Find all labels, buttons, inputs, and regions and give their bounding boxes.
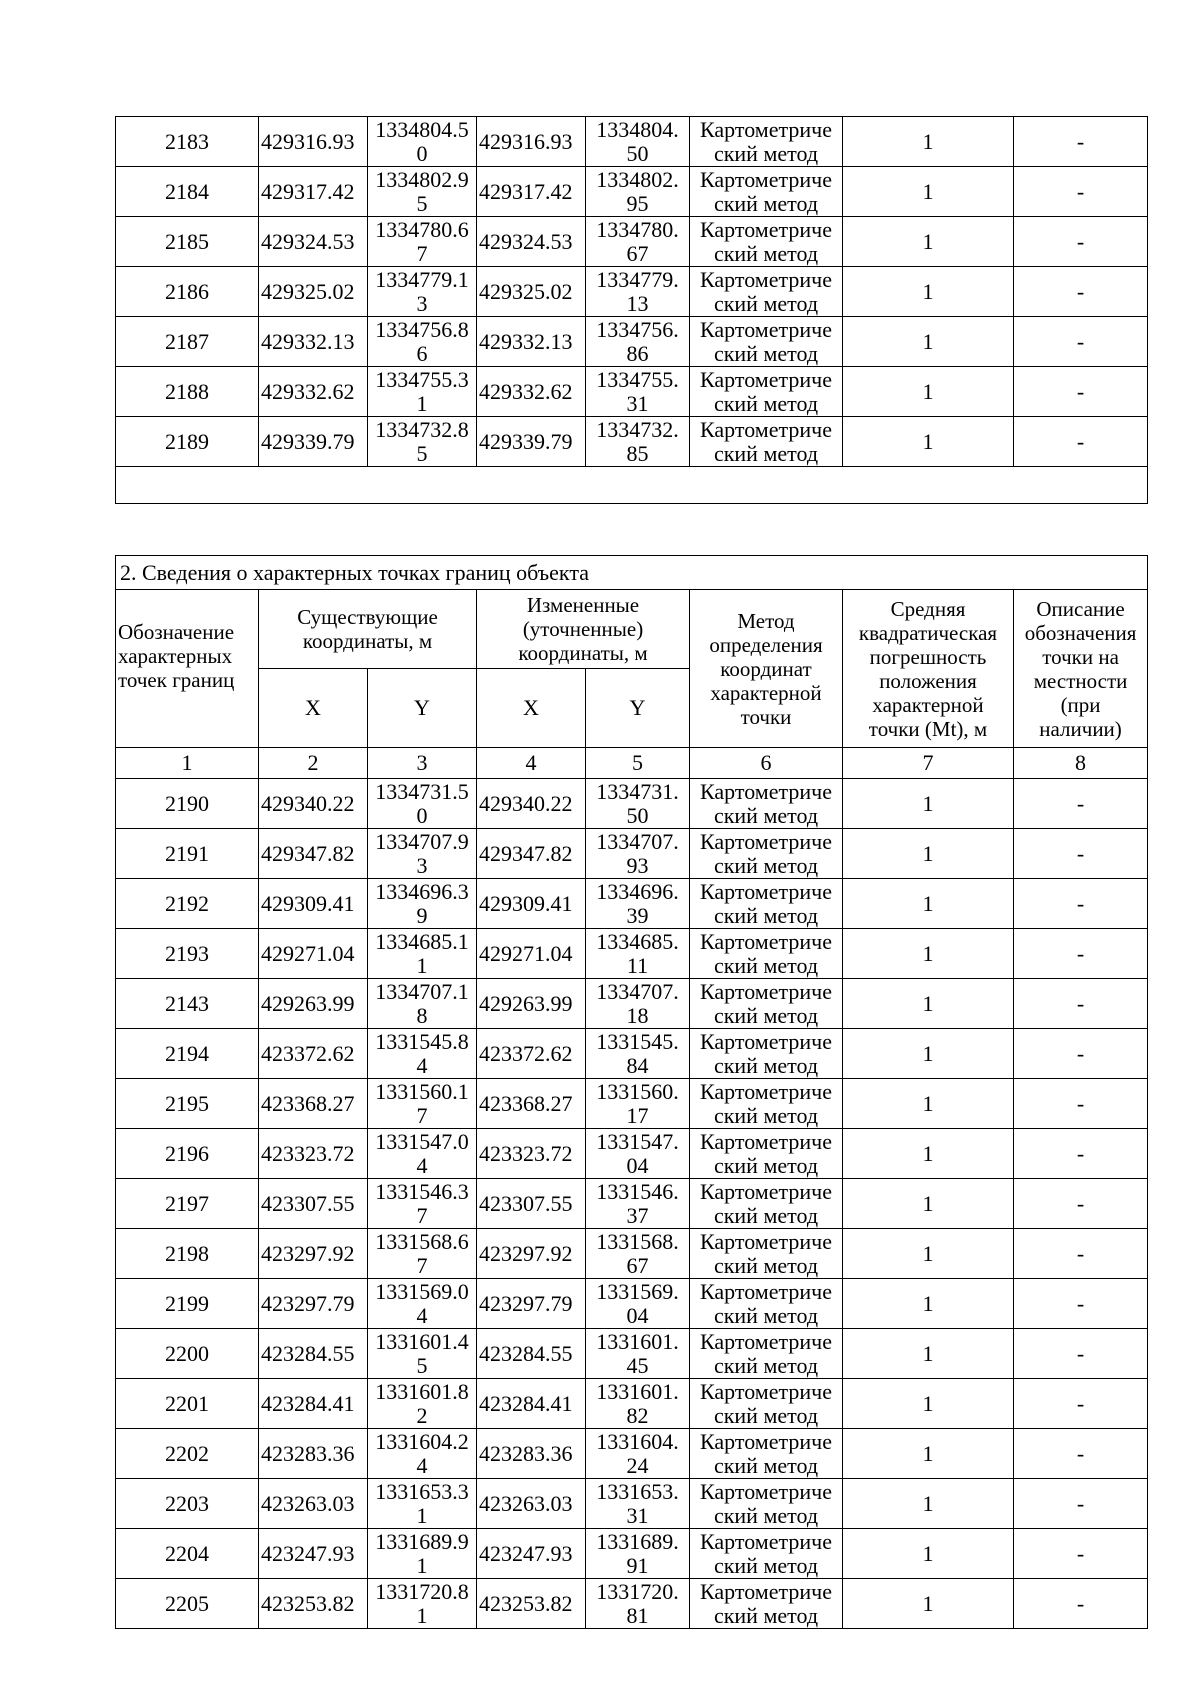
- description-cell: -: [1014, 117, 1148, 167]
- point-id-cell: 2183: [116, 117, 259, 167]
- point-id-cell: 2184: [116, 167, 259, 217]
- point-id-cell: 2199: [116, 1279, 259, 1329]
- y-existing-cell: 1334685.1 1: [368, 929, 477, 979]
- method-cell: Картометриче ский метод: [690, 1079, 843, 1129]
- point-id-cell: 2198: [116, 1229, 259, 1279]
- table-row: [116, 1379, 1148, 1429]
- table-title: 2. Сведения о характерных точках границ объекта: [116, 556, 1148, 590]
- x-changed-cell: 423284.41: [477, 1379, 586, 1429]
- point-id-cell: 2202: [116, 1429, 259, 1479]
- table-row: [116, 1229, 1148, 1279]
- x-existing-cell: 429339.79: [259, 417, 368, 467]
- method-cell: Картометриче ский метод: [690, 267, 843, 317]
- description-cell: -: [1014, 1379, 1148, 1429]
- x-changed-cell: 429271.04: [477, 929, 586, 979]
- y-existing-cell: 1331547.0 4: [368, 1129, 477, 1179]
- header-designation: Обозначение характерных точек границ: [116, 590, 259, 748]
- y-existing-cell: 1334755.3 1: [368, 367, 477, 417]
- point-id-cell: 2196: [116, 1129, 259, 1179]
- table-row: [116, 879, 1148, 929]
- column-numbers-row: [116, 748, 1148, 779]
- y-existing-cell: 1331653.3 1: [368, 1479, 477, 1529]
- y-changed-cell: 1334802. 95: [586, 167, 690, 217]
- x-changed-cell: 423368.27: [477, 1079, 586, 1129]
- error-cell: 1: [843, 1129, 1014, 1179]
- error-cell: 1: [843, 267, 1014, 317]
- y-changed-cell: 1334696. 39: [586, 879, 690, 929]
- y-changed-cell: 1331601. 45: [586, 1329, 690, 1379]
- header-description: Описание обозначения точки на местности (при наличии): [1014, 590, 1148, 748]
- point-id-cell: 2195: [116, 1079, 259, 1129]
- point-id-cell: 2187: [116, 317, 259, 367]
- header-changed-coordinates: Измененные (уточненные) координаты, м: [477, 590, 690, 669]
- method-cell: Картометриче ский метод: [690, 1279, 843, 1329]
- method-cell: Картометриче ский метод: [690, 1379, 843, 1429]
- table-row: [116, 1579, 1148, 1629]
- method-cell: Картометриче ский метод: [690, 979, 843, 1029]
- x-existing-cell: 429263.99: [259, 979, 368, 1029]
- x-existing-cell: 423368.27: [259, 1079, 368, 1129]
- table-row: [116, 1079, 1148, 1129]
- description-cell: -: [1014, 317, 1148, 367]
- error-cell: 1: [843, 879, 1014, 929]
- method-cell: Картометриче ский метод: [690, 1579, 843, 1629]
- y-changed-cell: 1331545. 84: [586, 1029, 690, 1079]
- description-cell: -: [1014, 1479, 1148, 1529]
- x-existing-cell: 429316.93: [259, 117, 368, 167]
- column-number: 5: [586, 748, 690, 779]
- y-changed-cell: 1334685. 11: [586, 929, 690, 979]
- error-cell: 1: [843, 1179, 1014, 1229]
- x-changed-cell: 423297.79: [477, 1279, 586, 1329]
- error-cell: 1: [843, 1029, 1014, 1079]
- point-id-cell: 2201: [116, 1379, 259, 1429]
- description-cell: -: [1014, 1079, 1148, 1129]
- y-existing-cell: 1334779.1 3: [368, 267, 477, 317]
- description-cell: -: [1014, 829, 1148, 879]
- point-id-cell: 2191: [116, 829, 259, 879]
- method-cell: Картометриче ский метод: [690, 1229, 843, 1279]
- method-cell: Картометриче ский метод: [690, 167, 843, 217]
- header-mean-square-error: Средняя квадратическая погрешность положения характерной точки (Mt), м: [843, 590, 1014, 748]
- x-changed-cell: 429339.79: [477, 417, 586, 467]
- error-cell: 1: [843, 929, 1014, 979]
- method-cell: Картометриче ский метод: [690, 417, 843, 467]
- point-id-cell: 2192: [116, 879, 259, 929]
- method-cell: Картометриче ский метод: [690, 879, 843, 929]
- y-existing-cell: 1334696.3 9: [368, 879, 477, 929]
- x-changed-cell: 423323.72: [477, 1129, 586, 1179]
- method-cell: Картометриче ский метод: [690, 1479, 843, 1529]
- y-existing-cell: 1334756.8 6: [368, 317, 477, 367]
- point-id-cell: 2194: [116, 1029, 259, 1079]
- method-cell: Картометриче ский метод: [690, 779, 843, 829]
- error-cell: 1: [843, 1429, 1014, 1479]
- y-changed-cell: 1334731. 50: [586, 779, 690, 829]
- x-changed-cell: 423284.55: [477, 1329, 586, 1379]
- x-existing-cell: 423323.72: [259, 1129, 368, 1179]
- description-cell: -: [1014, 1429, 1148, 1479]
- error-cell: 1: [843, 1229, 1014, 1279]
- empty-cell: [116, 467, 1148, 504]
- x-changed-cell: 423253.82: [477, 1579, 586, 1629]
- table-row: [116, 267, 1148, 317]
- table-row: [116, 1529, 1148, 1579]
- column-number: 2: [259, 748, 368, 779]
- x-existing-cell: 423247.93: [259, 1529, 368, 1579]
- method-cell: Картометриче ский метод: [690, 1129, 843, 1179]
- point-id-cell: 2197: [116, 1179, 259, 1229]
- description-cell: -: [1014, 1029, 1148, 1079]
- table-body: [116, 117, 1148, 504]
- y-changed-cell: 1331689. 91: [586, 1529, 690, 1579]
- x-changed-cell: 423372.62: [477, 1029, 586, 1079]
- table-row: [116, 979, 1148, 1029]
- y-changed-cell: 1334732. 85: [586, 417, 690, 467]
- error-cell: 1: [843, 1529, 1014, 1579]
- y-changed-cell: 1331720. 81: [586, 1579, 690, 1629]
- table-row: [116, 779, 1148, 829]
- error-cell: 1: [843, 1279, 1014, 1329]
- point-id-cell: 2190: [116, 779, 259, 829]
- method-cell: Картометриче ский метод: [690, 829, 843, 879]
- description-cell: -: [1014, 1329, 1148, 1379]
- x-changed-cell: 429332.13: [477, 317, 586, 367]
- description-cell: -: [1014, 1179, 1148, 1229]
- x-changed-cell: 429324.53: [477, 217, 586, 267]
- y-changed-cell: 1331604. 24: [586, 1429, 690, 1479]
- y-existing-cell: 1334732.8 5: [368, 417, 477, 467]
- point-id-cell: 2189: [116, 417, 259, 467]
- x-existing-cell: 423253.82: [259, 1579, 368, 1629]
- y-existing-cell: 1331601.4 5: [368, 1329, 477, 1379]
- y-changed-cell: 1334707. 18: [586, 979, 690, 1029]
- table-row: [116, 929, 1148, 979]
- x-changed-cell: 429340.22: [477, 779, 586, 829]
- header-method: Метод определения координат характерной точки: [690, 590, 843, 748]
- header-x-changed: X: [477, 669, 586, 748]
- description-cell: -: [1014, 267, 1148, 317]
- x-existing-cell: 423297.79: [259, 1279, 368, 1329]
- table-row: [116, 367, 1148, 417]
- y-changed-cell: 1331601. 82: [586, 1379, 690, 1429]
- error-cell: 1: [843, 1479, 1014, 1529]
- x-existing-cell: 429309.41: [259, 879, 368, 929]
- x-existing-cell: 423372.62: [259, 1029, 368, 1079]
- table-row: [116, 1429, 1148, 1479]
- x-existing-cell: 429332.13: [259, 317, 368, 367]
- error-cell: 1: [843, 1079, 1014, 1129]
- description-cell: -: [1014, 1579, 1148, 1629]
- table-body: [116, 556, 1148, 1629]
- column-number: 8: [1014, 748, 1148, 779]
- table-row: [116, 1029, 1148, 1079]
- x-existing-cell: 423283.36: [259, 1429, 368, 1479]
- x-existing-cell: 429324.53: [259, 217, 368, 267]
- point-id-cell: 2193: [116, 929, 259, 979]
- error-cell: 1: [843, 979, 1014, 1029]
- header-existing-coordinates: Существующие координаты, м: [259, 590, 477, 669]
- y-changed-cell: 1331569. 04: [586, 1279, 690, 1329]
- description-cell: -: [1014, 979, 1148, 1029]
- error-cell: 1: [843, 117, 1014, 167]
- y-changed-cell: 1334707. 93: [586, 829, 690, 879]
- y-existing-cell: 1334707.9 3: [368, 829, 477, 879]
- table-row: [116, 1479, 1148, 1529]
- method-cell: Картометриче ский метод: [690, 367, 843, 417]
- x-changed-cell: 429263.99: [477, 979, 586, 1029]
- method-cell: Картометриче ский метод: [690, 117, 843, 167]
- empty-row: [116, 467, 1148, 504]
- x-existing-cell: 423284.41: [259, 1379, 368, 1429]
- header-row: [116, 590, 1148, 669]
- error-cell: 1: [843, 829, 1014, 879]
- method-cell: Картометриче ский метод: [690, 1429, 843, 1479]
- y-changed-cell: 1334804. 50: [586, 117, 690, 167]
- error-cell: 1: [843, 1579, 1014, 1629]
- error-cell: 1: [843, 1379, 1014, 1429]
- y-existing-cell: 1331720.8 1: [368, 1579, 477, 1629]
- description-cell: -: [1014, 929, 1148, 979]
- x-existing-cell: 429332.62: [259, 367, 368, 417]
- y-existing-cell: 1331546.3 7: [368, 1179, 477, 1229]
- header-y-existing: Y: [368, 669, 477, 748]
- x-existing-cell: 423307.55: [259, 1179, 368, 1229]
- description-cell: -: [1014, 779, 1148, 829]
- column-number: 6: [690, 748, 843, 779]
- x-existing-cell: 423297.92: [259, 1229, 368, 1279]
- description-cell: -: [1014, 879, 1148, 929]
- x-changed-cell: 429316.93: [477, 117, 586, 167]
- y-existing-cell: 1334780.6 7: [368, 217, 477, 267]
- x-existing-cell: 429340.22: [259, 779, 368, 829]
- x-changed-cell: 423297.92: [477, 1229, 586, 1279]
- y-existing-cell: 1334707.1 8: [368, 979, 477, 1029]
- description-cell: -: [1014, 167, 1148, 217]
- method-cell: Картометриче ский метод: [690, 1329, 843, 1379]
- x-changed-cell: 429309.41: [477, 879, 586, 929]
- y-changed-cell: 1334755. 31: [586, 367, 690, 417]
- point-id-cell: 2200: [116, 1329, 259, 1379]
- y-changed-cell: 1334756. 86: [586, 317, 690, 367]
- header-y-changed: Y: [586, 669, 690, 748]
- column-number: 1: [116, 748, 259, 779]
- error-cell: 1: [843, 167, 1014, 217]
- error-cell: 1: [843, 1329, 1014, 1379]
- description-cell: -: [1014, 1529, 1148, 1579]
- column-number: 4: [477, 748, 586, 779]
- method-cell: Картометриче ский метод: [690, 1179, 843, 1229]
- y-existing-cell: 1334731.5 0: [368, 779, 477, 829]
- table-row: [116, 117, 1148, 167]
- y-existing-cell: 1331569.0 4: [368, 1279, 477, 1329]
- y-existing-cell: 1331545.8 4: [368, 1029, 477, 1079]
- y-changed-cell: 1331546. 37: [586, 1179, 690, 1229]
- y-existing-cell: 1331601.8 2: [368, 1379, 477, 1429]
- y-changed-cell: 1331568. 67: [586, 1229, 690, 1279]
- y-existing-cell: 1334802.9 5: [368, 167, 477, 217]
- x-existing-cell: 429325.02: [259, 267, 368, 317]
- y-existing-cell: 1334804.5 0: [368, 117, 477, 167]
- x-existing-cell: 423284.55: [259, 1329, 368, 1379]
- y-changed-cell: 1331560. 17: [586, 1079, 690, 1129]
- table-title-row: [116, 556, 1148, 590]
- description-cell: -: [1014, 1279, 1148, 1329]
- y-changed-cell: 1331653. 31: [586, 1479, 690, 1529]
- y-existing-cell: 1331568.6 7: [368, 1229, 477, 1279]
- table-row: [116, 417, 1148, 467]
- description-cell: -: [1014, 367, 1148, 417]
- method-cell: Картометриче ский метод: [690, 1029, 843, 1079]
- table-row: [116, 1179, 1148, 1229]
- description-cell: -: [1014, 1129, 1148, 1179]
- error-cell: 1: [843, 779, 1014, 829]
- x-changed-cell: 429317.42: [477, 167, 586, 217]
- y-existing-cell: 1331560.1 7: [368, 1079, 477, 1129]
- table-row: [116, 217, 1148, 267]
- x-changed-cell: 429325.02: [477, 267, 586, 317]
- x-changed-cell: 423307.55: [477, 1179, 586, 1229]
- y-changed-cell: 1334779. 13: [586, 267, 690, 317]
- method-cell: Картометриче ский метод: [690, 217, 843, 267]
- error-cell: 1: [843, 217, 1014, 267]
- point-id-cell: 2186: [116, 267, 259, 317]
- column-number: 7: [843, 748, 1014, 779]
- point-id-cell: 2185: [116, 217, 259, 267]
- description-cell: -: [1014, 217, 1148, 267]
- description-cell: -: [1014, 1229, 1148, 1279]
- x-existing-cell: 429347.82: [259, 829, 368, 879]
- x-changed-cell: 423283.36: [477, 1429, 586, 1479]
- method-cell: Картометриче ский метод: [690, 1529, 843, 1579]
- y-changed-cell: 1331547. 04: [586, 1129, 690, 1179]
- point-id-cell: 2204: [116, 1529, 259, 1579]
- table-row: [116, 167, 1148, 217]
- error-cell: 1: [843, 317, 1014, 367]
- x-existing-cell: 429271.04: [259, 929, 368, 979]
- method-cell: Картометриче ский метод: [690, 929, 843, 979]
- table-row: [116, 1129, 1148, 1179]
- boundary-points-table: [115, 555, 1148, 1629]
- point-id-cell: 2205: [116, 1579, 259, 1629]
- y-changed-cell: 1334780. 67: [586, 217, 690, 267]
- table-row: [116, 1279, 1148, 1329]
- table-row: [116, 829, 1148, 879]
- method-cell: Картометриче ский метод: [690, 317, 843, 367]
- x-existing-cell: 423263.03: [259, 1479, 368, 1529]
- point-id-cell: 2203: [116, 1479, 259, 1529]
- description-cell: -: [1014, 417, 1148, 467]
- x-changed-cell: 429332.62: [477, 367, 586, 417]
- x-changed-cell: 429347.82: [477, 829, 586, 879]
- x-changed-cell: 423263.03: [477, 1479, 586, 1529]
- x-existing-cell: 429317.42: [259, 167, 368, 217]
- table-row: [116, 317, 1148, 367]
- y-existing-cell: 1331604.2 4: [368, 1429, 477, 1479]
- point-id-cell: 2188: [116, 367, 259, 417]
- error-cell: 1: [843, 367, 1014, 417]
- boundary-points-table-continued: [115, 116, 1148, 504]
- x-changed-cell: 423247.93: [477, 1529, 586, 1579]
- column-number: 3: [368, 748, 477, 779]
- point-id-cell: 2143: [116, 979, 259, 1029]
- error-cell: 1: [843, 417, 1014, 467]
- table-row: [116, 1329, 1148, 1379]
- header-x-existing: X: [259, 669, 368, 748]
- y-existing-cell: 1331689.9 1: [368, 1529, 477, 1579]
